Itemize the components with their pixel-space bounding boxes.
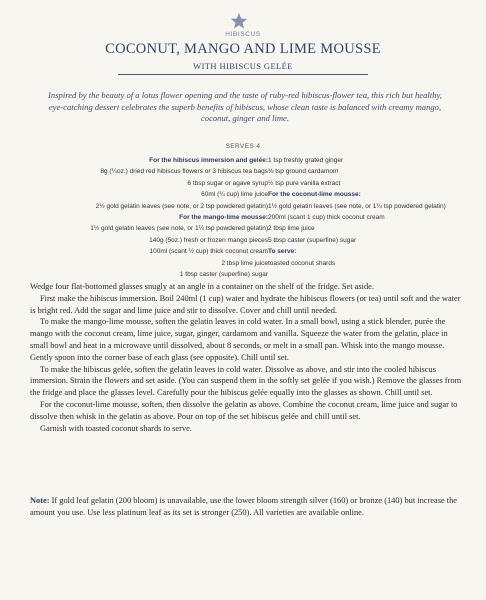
method-text bbox=[30, 281, 462, 434]
star-icon bbox=[230, 12, 248, 30]
ingredient-line: 140g (5oz.) fresh or frozen mango pieces bbox=[149, 236, 268, 244]
title-divider bbox=[118, 74, 368, 75]
method-paragraph: For the coconut-lime mousse, soften, then dissolve the gelatin as above. Combine the coconut cream, lime juice and sugar to dissolve then whisk in the gelatin as above. Pour on top of the set hibiscus gelée and chill until set. bbox=[30, 399, 458, 421]
ingredient-line: ½ tsp pure vanilla extract bbox=[268, 179, 341, 187]
method-paragraph: Garnish with toasted coconut shards to serve. bbox=[40, 423, 192, 433]
ingredient-line: 2 tbsp lime juice bbox=[268, 225, 315, 233]
note-label: Note: bbox=[30, 496, 50, 505]
note-text: If gold leaf gelatin (200 bloom) is unavailable, use the lower bloom strength silver (160) or bronze (140) but increase the amount you use. Use less platinum leaf as its set is stronger (250). All varieties are available online. bbox=[30, 496, 457, 517]
ingredient-line: 8g (¼oz.) dried red hibiscus flowers or 3 hibiscus tea bags bbox=[100, 168, 268, 176]
recipe-subtitle: WITH HIBISCUS GELÉE bbox=[193, 61, 293, 71]
ingredients-left-column bbox=[30, 155, 268, 280]
ingredient-heading: For the mango-lime mousse: bbox=[179, 214, 268, 222]
ingredient-line: ⅛ tsp ground cardamom bbox=[268, 168, 339, 176]
ingredient-line: toasted coconut shards bbox=[268, 259, 336, 267]
ingredient-line: 2 tbsp lime juice bbox=[221, 259, 268, 267]
recipe-intro: Inspired by the beauty of a lotus flower opening and the taste of ruby-red hibiscus-flower tea, this rich but healthy, eye-catching dessert celebrates the superb benefits of hibiscus, whose clean taste is balanced with creamy mango, coconut, ginger and lime. bbox=[48, 90, 442, 124]
method-paragraph: Wedge four flat-bottomed glasses snugly at an angle in a container on the shelf of the fridge. Set aside. bbox=[30, 282, 374, 291]
ingredient-line: 2½ gold gelatin leaves (see note, or 2 tsp powdered gelatin) bbox=[95, 202, 268, 210]
section-label: HIBISCUS bbox=[225, 31, 261, 38]
ingredients-right-column bbox=[268, 155, 468, 269]
ingredient-line: 200ml (scant 1 cup) thick coconut cream bbox=[268, 214, 385, 222]
ingredient-line: 6 tbsp sugar or agave syrup bbox=[187, 179, 268, 187]
ingredient-line: 5 tbsp caster (superfine) sugar bbox=[268, 236, 357, 244]
ingredient-heading: To serve: bbox=[268, 248, 297, 256]
method-paragraph: To make the mango-lime mousse, soften the gelatin leaves in cold water. In a small bowl, using a stick blender, purée the mango with the coconut cream, lime juice, sugar, ginger, cardamom and vanilla. Squeeze the water from the gelatin, place in small bowl and heat in a microwave until dissolved, about 8 seconds, or melt in a small pan. Whisk into the mango mousse. Gently spoon into the corner base of each glass (see opposite). Chill until set. bbox=[30, 317, 448, 362]
ingredient-line: 1 tbsp caster (superfine) sugar bbox=[179, 271, 268, 279]
ingredient-line: 60ml (¼ cup) lime juice bbox=[201, 191, 268, 199]
ingredient-line: 100ml (scant ½ cup) thick coconut cream bbox=[149, 248, 268, 256]
ingredient-line: 1 tsp freshly grated ginger bbox=[268, 157, 344, 164]
serves-label: SERVES 4 bbox=[225, 143, 261, 150]
ingredient-line: 1½ gold gelatin leaves (see note, or 1¼ tsp powdered gelatin) bbox=[268, 202, 446, 210]
method-paragraph: To make the hibiscus gelée, soften the gelatin leaves in cold water. Dissolve as above, and stir into the cooled hibiscus immersion. Strain the flowers and set aside. (You can suspend them in the softly set gelée if you wish.) Remove the glasses from the fridge and place the glasses level. Carefully pour the hibiscus gelée equally into the glasses as shown. Chill until set. bbox=[30, 364, 462, 398]
ingredient-heading: For the hibiscus immersion and gelée: bbox=[149, 157, 268, 164]
ingredient-heading: For the coconut-lime mousse: bbox=[268, 191, 361, 199]
method-paragraph: First make the hibiscus immersion. Boil 240ml (1 cup) water and hydrate the hibiscus flowers (or tea) until soft and the water is bright red. Add the sugar and lime juice and stir to dissolve. Cover and chill until needed. bbox=[30, 293, 461, 315]
gelatin-note bbox=[30, 495, 462, 519]
recipe-title: COCONUT, MANGO AND LIME MOUSSE bbox=[105, 41, 381, 57]
ingredient-line: 1½ gold gelatin leaves (see note, or 1¼ tsp powdered gelatin) bbox=[90, 225, 268, 233]
